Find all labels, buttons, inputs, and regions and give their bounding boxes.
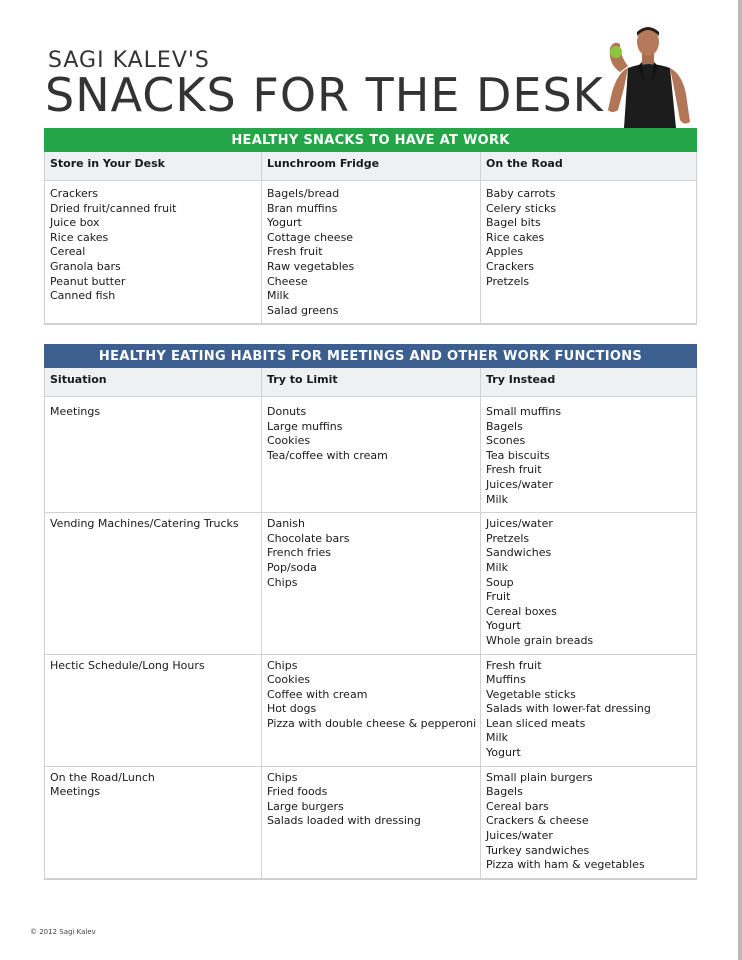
list-item: Large burgers	[267, 799, 344, 813]
table-row	[45, 181, 696, 324]
list-item: Pizza with ham & vegetables	[486, 858, 645, 872]
list-item: Crackers & cheese	[486, 814, 589, 828]
table-row	[45, 513, 696, 654]
list-item: Crackers	[486, 259, 534, 273]
habits-table	[45, 368, 696, 879]
column-header: Try to Limit	[262, 368, 481, 397]
habits-section	[44, 344, 697, 880]
list-item: Dried fruit/canned fruit	[50, 201, 177, 215]
instead-cell	[481, 654, 697, 766]
list-item: Salads with lower-fat dressing	[486, 702, 651, 716]
situation-cell	[45, 397, 262, 513]
list-item: Milk	[267, 289, 289, 303]
list-item: Small plain burgers	[486, 770, 593, 784]
list-item: Lean sliced meats	[486, 716, 586, 730]
list-item: Cereal	[50, 245, 86, 259]
list-item: Scones	[486, 434, 526, 448]
list-item: Celery sticks	[486, 201, 557, 215]
list-item: Pretzels	[486, 531, 530, 545]
list-item: Chips	[267, 658, 298, 672]
list-item: Bran muffins	[267, 201, 338, 215]
list-item: Fruit	[486, 590, 511, 604]
list-item: Hectic Schedule/Long Hours	[50, 658, 205, 672]
list-item: Juices/water	[486, 829, 553, 843]
column-header: Lunchroom Fridge	[262, 152, 481, 181]
situation-cell	[45, 766, 262, 878]
list-item: Sandwiches	[486, 546, 552, 560]
list-item: Yogurt	[486, 619, 521, 633]
list-item: Milk	[486, 731, 508, 745]
list-item: Rice cakes	[50, 230, 109, 244]
page-title: SNACKS FOR THE DESK	[45, 68, 604, 122]
list-item: Hot dogs	[267, 702, 317, 716]
table-header-row	[45, 152, 696, 181]
limit-cell	[262, 397, 481, 513]
apple-icon	[610, 46, 622, 58]
list-item: Milk	[486, 492, 508, 506]
list-item: Bagels/bread	[267, 187, 340, 200]
header-subtitle: SAGI KALEV'S	[48, 48, 210, 73]
list-item: Chips	[267, 575, 298, 589]
instead-cell	[481, 513, 697, 654]
list-item: Baby carrots	[486, 187, 556, 200]
list-item: Cheese	[267, 274, 308, 288]
list-item: Salads loaded with dressing	[267, 814, 421, 828]
list-item: Pizza with double cheese & pepperoni	[267, 716, 477, 730]
list-item: Pop/soda	[267, 560, 317, 574]
list-item: Turkey sandwiches	[486, 843, 590, 857]
table-header-row	[45, 368, 696, 397]
list-item: Cereal boxes	[486, 604, 557, 618]
list-item: Juices/water	[486, 477, 553, 491]
copyright-footer: © 2012 Sagi Kalev	[30, 928, 96, 936]
list-item: Cookies	[267, 673, 311, 687]
list-item: Yogurt	[267, 216, 302, 230]
list-item: Apples	[486, 245, 524, 259]
list-item: Donuts	[267, 405, 307, 418]
snacks-table	[45, 152, 696, 324]
list-item: Cereal bars	[486, 799, 549, 813]
list-item: Granola bars	[50, 259, 121, 273]
list-item: Fresh fruit	[486, 463, 542, 477]
list-item: Rice cakes	[486, 230, 545, 244]
list-item: Cookies	[267, 434, 311, 448]
list-item: Soup	[486, 575, 514, 589]
list-item: Bagel bits	[486, 216, 541, 230]
list-item: Fried foods	[267, 785, 328, 799]
list-item: Tea/coffee with cream	[267, 448, 388, 462]
list-item: Chocolate bars	[267, 531, 350, 545]
page-edge	[738, 0, 742, 960]
limit-cell	[262, 766, 481, 878]
list-item: Bagels	[486, 785, 523, 799]
table-row	[45, 654, 696, 766]
limit-cell	[262, 654, 481, 766]
snacks-section	[44, 128, 697, 325]
list-item: Salad greens	[267, 303, 339, 317]
habits-heading: HEALTHY EATING HABITS FOR MEETINGS AND OTHER WORK FUNCTIONS	[44, 344, 697, 368]
list-item: Meetings	[50, 405, 101, 418]
list-item: Peanut butter	[50, 274, 126, 288]
list-item: Fresh fruit	[486, 658, 542, 672]
list-item: Small muffins	[486, 405, 562, 418]
snack-list-road	[481, 181, 697, 324]
column-header: Try Instead	[481, 368, 697, 397]
list-item: Bagels	[486, 419, 523, 433]
list-item: Danish	[267, 517, 305, 531]
list-item: Vending Machines/Catering Trucks	[50, 517, 239, 531]
limit-cell	[262, 513, 481, 654]
list-item: Chips	[267, 770, 298, 784]
snack-list-fridge	[262, 181, 481, 324]
list-item: Tea biscuits	[486, 448, 550, 462]
list-item: Whole grain breads	[486, 633, 594, 647]
trainer-figure-illustration	[598, 22, 698, 128]
list-item: Raw vegetables	[267, 259, 355, 273]
list-item: Muffins	[486, 673, 526, 687]
column-header: Store in Your Desk	[45, 152, 262, 181]
situation-cell	[45, 513, 262, 654]
column-header: Situation	[45, 368, 262, 397]
list-item: Pretzels	[486, 274, 530, 288]
list-item: Cottage cheese	[267, 230, 354, 244]
table-row	[45, 397, 696, 513]
list-item: Meetings	[50, 785, 101, 799]
list-item: Canned fish	[50, 289, 116, 303]
list-item: Large muffins	[267, 419, 343, 433]
list-item: Juices/water	[486, 517, 553, 531]
list-item: Crackers	[50, 187, 98, 200]
list-item: Vegetable sticks	[486, 687, 576, 701]
list-item: Milk	[486, 560, 508, 574]
list-item: Juice box	[50, 216, 100, 230]
snack-list-desk	[45, 181, 262, 324]
snacks-heading: HEALTHY SNACKS TO HAVE AT WORK	[44, 128, 697, 152]
list-item: On the Road/Lunch	[50, 770, 155, 784]
situation-cell	[45, 654, 262, 766]
list-item: Fresh fruit	[267, 245, 323, 259]
list-item: French fries	[267, 546, 332, 560]
column-header: On the Road	[481, 152, 697, 181]
instead-cell	[481, 397, 697, 513]
table-row	[45, 766, 696, 878]
list-item: Coffee with cream	[267, 687, 368, 701]
instead-cell	[481, 766, 697, 878]
list-item: Yogurt	[486, 746, 521, 760]
